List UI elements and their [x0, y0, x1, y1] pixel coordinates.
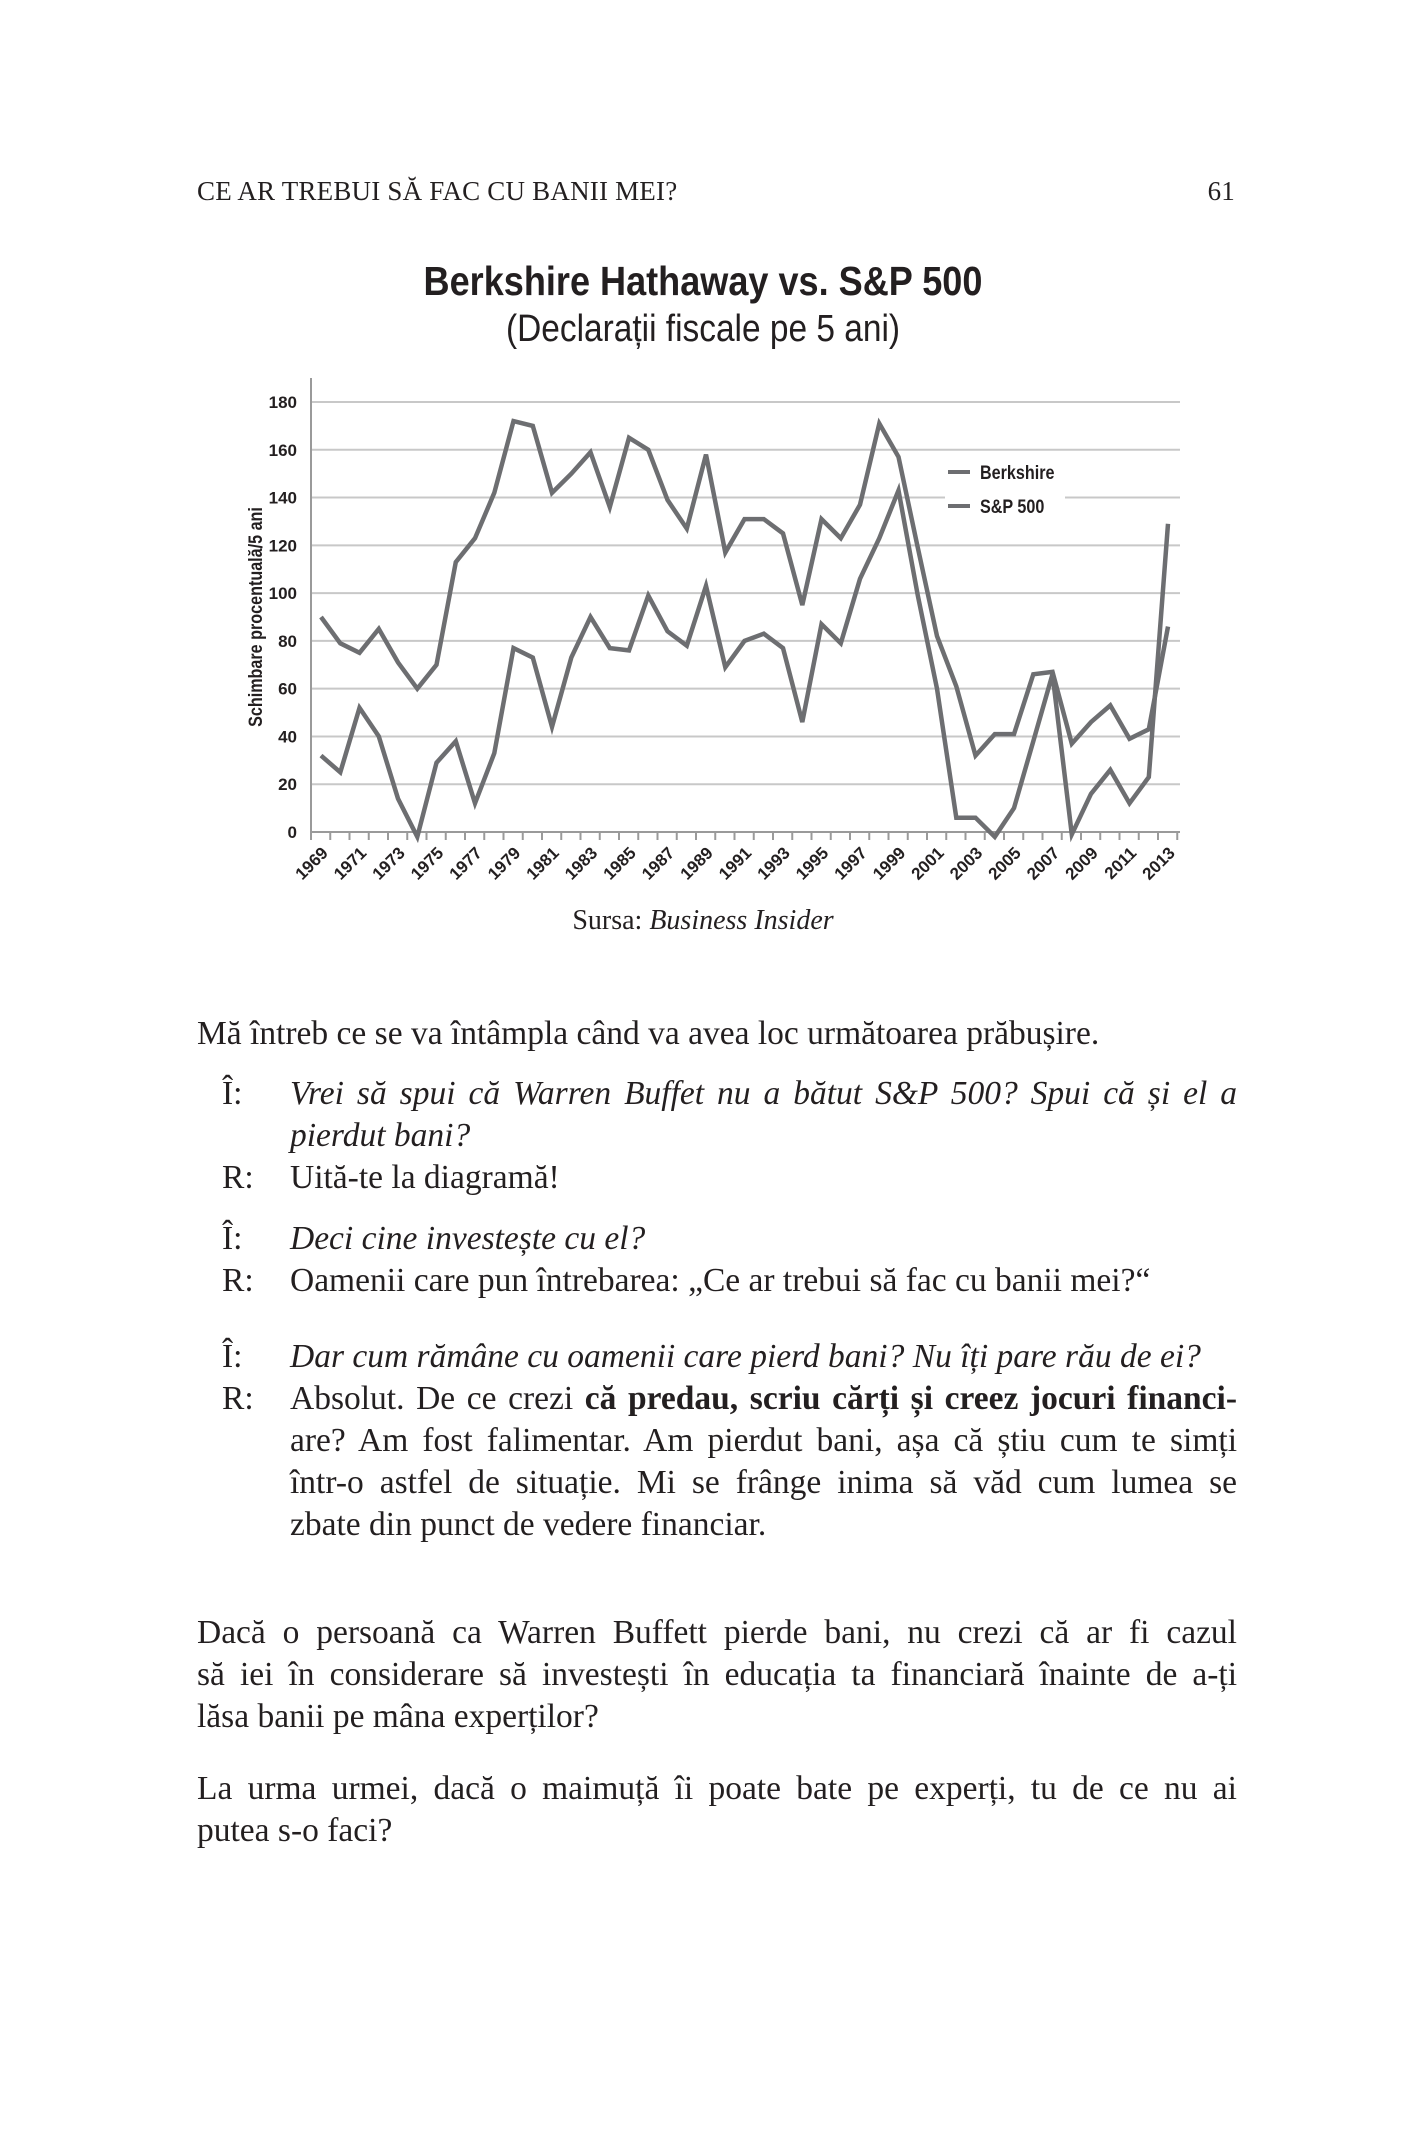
x-tick-label: 1997	[830, 843, 871, 884]
question-mark-label: Î:	[222, 1338, 243, 1375]
answer-mark-label: R:	[222, 1380, 254, 1417]
x-tick-label: 2003	[946, 843, 987, 884]
paragraph-line: lăsa banii pe mâna experților?	[197, 1698, 599, 1735]
paragraph-line: La urma urmei, dacă o maimuță îi poate bate pe experți, tu de ce nu ai	[197, 1770, 1237, 1807]
answer-text: Oamenii care pun întrebarea: „Ce ar trebui să fac cu banii mei?“	[290, 1262, 1151, 1299]
x-tick-labels	[292, 843, 1179, 883]
page-number: 61	[1207, 176, 1235, 206]
y-tick-label: 160	[268, 440, 297, 460]
intro-paragraph: Mă întreb ce se va întâmpla când va avea loc următoarea prăbușire.	[197, 1015, 1100, 1052]
paragraph-3	[197, 1768, 1237, 1852]
y-tick-label: 100	[268, 584, 297, 604]
x-tick-label: 1999	[869, 843, 910, 884]
qa-block-2	[222, 1218, 1237, 1302]
x-tick-label: 1985	[599, 843, 640, 884]
x-tick-label: 2011	[1100, 843, 1141, 883]
answer-bold-run: că predau, scriu cărți și creez jocuri financi-	[584, 1380, 1237, 1417]
x-tick-label: 1989	[676, 843, 717, 884]
paragraph-2	[197, 1612, 1237, 1738]
answer-mark-label: R:	[222, 1262, 254, 1299]
answer-mark-label: R:	[222, 1159, 254, 1196]
line-chart	[0, 0, 1406, 900]
answer-text	[290, 1378, 1237, 1546]
question-row	[222, 1336, 1237, 1378]
legend-label: S&P 500	[980, 495, 1045, 518]
y-axis-label: Schimbare procentuală/5 ani	[244, 507, 267, 727]
x-tick-label: 2001	[907, 843, 948, 884]
y-tick-label: 140	[268, 488, 297, 508]
paragraph-line: să iei în considerare să investești în educația ta financiară înainte de a-ți	[197, 1656, 1237, 1693]
x-tick-label: 1973	[368, 843, 409, 884]
answer-row	[222, 1378, 1237, 1546]
question-line: Vrei să spui că Warren Buffet nu a bătut S&P 500? Spui că și el a	[290, 1075, 1237, 1112]
question-mark-label: Î:	[222, 1075, 243, 1112]
paragraph-line: putea s-o faci?	[197, 1812, 393, 1849]
chart-source-caption	[0, 905, 1406, 937]
y-tick-label: 180	[268, 393, 297, 412]
x-tick-label: 1991	[715, 843, 756, 884]
answer-line: are? Am fost falimentar. Am pierdut bani, așa că știu cum te simți	[290, 1422, 1237, 1459]
x-tick-label: 1993	[753, 843, 794, 884]
x-tick-label: 2009	[1061, 843, 1102, 884]
x-tick-label: 1975	[407, 843, 448, 884]
y-tick-label: 120	[268, 536, 297, 556]
x-tick-label: 1969	[291, 843, 332, 884]
x-tick-label: 1979	[484, 843, 525, 884]
x-tick-label: 1995	[792, 843, 833, 884]
question-line: pierdut bani?	[290, 1117, 471, 1154]
answer-plain-run: Absolut. De ce crezi	[290, 1380, 585, 1417]
y-tick-label: 20	[278, 775, 297, 795]
question-text: Deci cine investește cu el?	[290, 1220, 646, 1257]
running-title: CE AR TREBUI SĂ FAC CU BANII MEI?	[197, 176, 678, 206]
legend	[945, 458, 1065, 517]
x-tick-label: 1987	[638, 843, 679, 884]
y-tick-label: 80	[278, 631, 297, 651]
question-text	[290, 1073, 1237, 1157]
answer-line	[290, 1378, 1237, 1420]
chart-title: Berkshire Hathaway vs. S&P 500	[423, 258, 983, 304]
question-text: Dar cum rămâne cu oamenii care pierd bani? Nu îți pare rău de ei?	[290, 1338, 1201, 1375]
axes	[311, 378, 1180, 840]
qa-block-1	[222, 1073, 1237, 1199]
caption-source: Business Insider	[649, 905, 834, 936]
legend-label: Berkshire	[980, 461, 1055, 484]
y-tick-labels	[269, 393, 297, 842]
answer-line: zbate din punct de vedere financiar.	[290, 1506, 767, 1543]
qa-block-3	[222, 1336, 1237, 1546]
question-mark-label: Î:	[222, 1220, 243, 1257]
x-tick-label: 1983	[561, 843, 602, 884]
y-tick-label: 40	[278, 727, 297, 747]
caption-prefix: Sursa:	[572, 905, 650, 936]
y-tick-label: 60	[278, 679, 297, 699]
answer-text: Uită-te la diagramă!	[290, 1159, 560, 1196]
answer-row	[222, 1157, 1237, 1199]
y-tick-label: 0	[287, 823, 297, 842]
x-tick-label: 1977	[445, 843, 486, 884]
x-tick-label: 1971	[330, 843, 371, 884]
question-row	[222, 1073, 1237, 1157]
x-tick-label: 2013	[1138, 843, 1179, 884]
x-tick-label: 2005	[984, 843, 1025, 884]
paragraph-line: Dacă o persoană ca Warren Buffett pierde bani, nu crezi că ar fi cazul	[197, 1614, 1237, 1651]
chart-subtitle: (Declarații fiscale pe 5 ani)	[505, 308, 901, 350]
answer-line: într-o astfel de situație. Mi se frânge inima să văd cum lumea se	[290, 1464, 1237, 1501]
answer-row	[222, 1260, 1237, 1302]
x-tick-label: 2007	[1023, 843, 1064, 884]
question-row	[222, 1218, 1237, 1260]
x-tick-label: 1981	[522, 843, 563, 884]
